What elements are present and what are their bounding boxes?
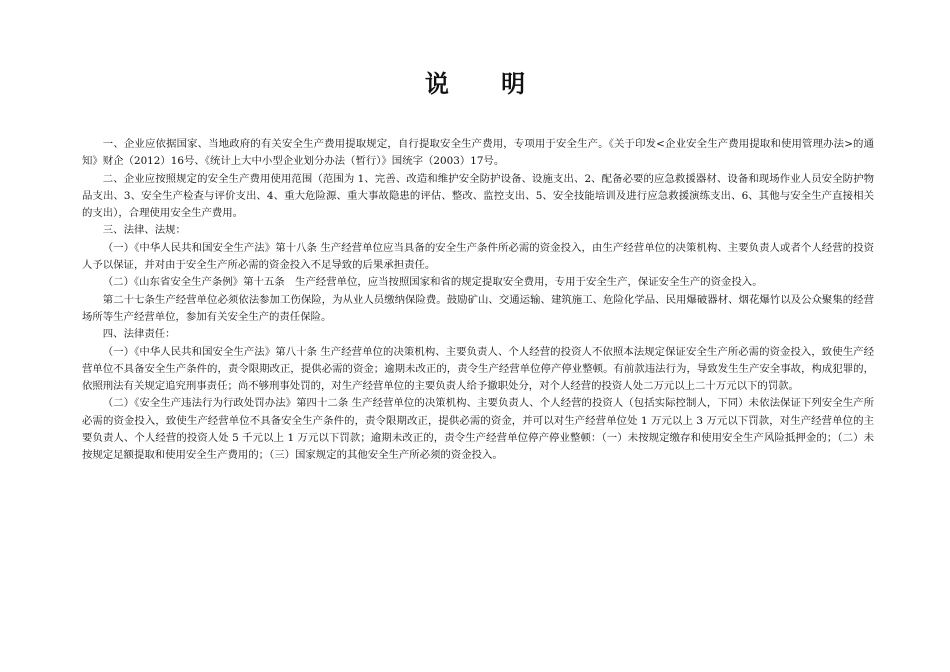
paragraph-cost-usage-scope: 二、企业应按照规定的安全生产费用使用范围（范围为 1、完善、改造和维护安全防护设备、设施支出、2、配备必要的应急救援器材、设备和现场作业人员安全防护物品支出、3、安全生产检查与评价支出、4、重大危险源、重大事故隐患的评估、整改、监控支出、5、安全技能培训及进行应急救援演练支出、6、其他与安全生产直接相关的支出），合理使用安全生产费用。: [82, 172, 874, 220]
paragraph-shandong-article-15: （二）《山东省安全生产条例》第十五条 生产经营单位，应当按照国家和省的规定提取安全费用，专用于安全生产，保证安全生产的资金投入。: [102, 276, 763, 289]
paragraph-law-article-18: （一）《中华人民共和国安全生产法》第十八条 生产经营单位应当具备的安全生产条件所必需的资金投入，由生产经营单位的决策机构、主要负责人或者个人经营的投资人予以保证，并对由于安全生产所必需的资金投入不足导致的后果承担责任。: [82, 241, 874, 272]
paragraph-article-27: 第二十七条生产经营单位必须依法参加工伤保险，为从业人员缴纳保险费。鼓励矿山、交通运输、建筑施工、危险化学品、民用爆破器材、烟花爆竹以及公众聚集的经营场所等生产经营单位，参加有关安全生产的责任保险。: [82, 293, 874, 323]
page-title: 说 明: [424, 69, 548, 98]
section-heading-laws: 三、法律、法规：: [102, 224, 186, 237]
paragraph-cost-extraction: 一、企业应依据国家、当地政府的有关安全生产费用提取规定，自行提取安全生产费用，专项用于安全生产。《关于印发<企业安全生产费用提取和使用管理办法>的通知》财企（2012）16号、《统计上大中小型企业划分办法（暂行）》国统字（2003）17号。: [82, 138, 874, 168]
paragraph-penalty-article-42: （二）《安全生产违法行为行政处罚办法》第四十二条 生产经营单位的决策机构、主要负责人、个人经营的投资人（包括实际控制人，下同）未依法保证下列安全生产所必需的资金投入，致使生产经营单位不具备安全生产条件的，责令限期改正，提供必需的资金，并可以对生产经营单位处 1 万元以上 3 万元以下罚款，对生产经营单位的主要负责人、个人经营的投资人处 5 千元以上 1 万元以下罚款；逾期未改正的，责令生产经营单位停产停业整顿：（一）未按规定缴存和使用安全生产风险抵押金的；（二）未按规定足额提取和使用安全生产费用的；（三）国家规定的其他安全生产所必须的资金投入。: [82, 397, 874, 462]
paragraph-law-article-80: （一）《中华人民共和国安全生产法》第八十条 生产经营单位的决策机构、主要负责人、个人经营的投资人不依照本法规定保证安全生产所必需的资金投入，致使生产经营单位不具备安全生产条件的，责令限期改正，提供必需的资金；逾期未改正的，责令生产经营单位停产停业整顿。有前款违法行为，导致发生生产安全事故，构成犯罪的，依照刑法有关规定追究刑事责任；尚不够刑事处罚的，对生产经营单位的主要负责人给予撤职处分，对个人经营的投资人处二万元以上二十万元以下的罚款。: [82, 345, 874, 393]
section-heading-liability: 四、法律责任：: [102, 328, 176, 341]
document-body: [82, 136, 874, 465]
